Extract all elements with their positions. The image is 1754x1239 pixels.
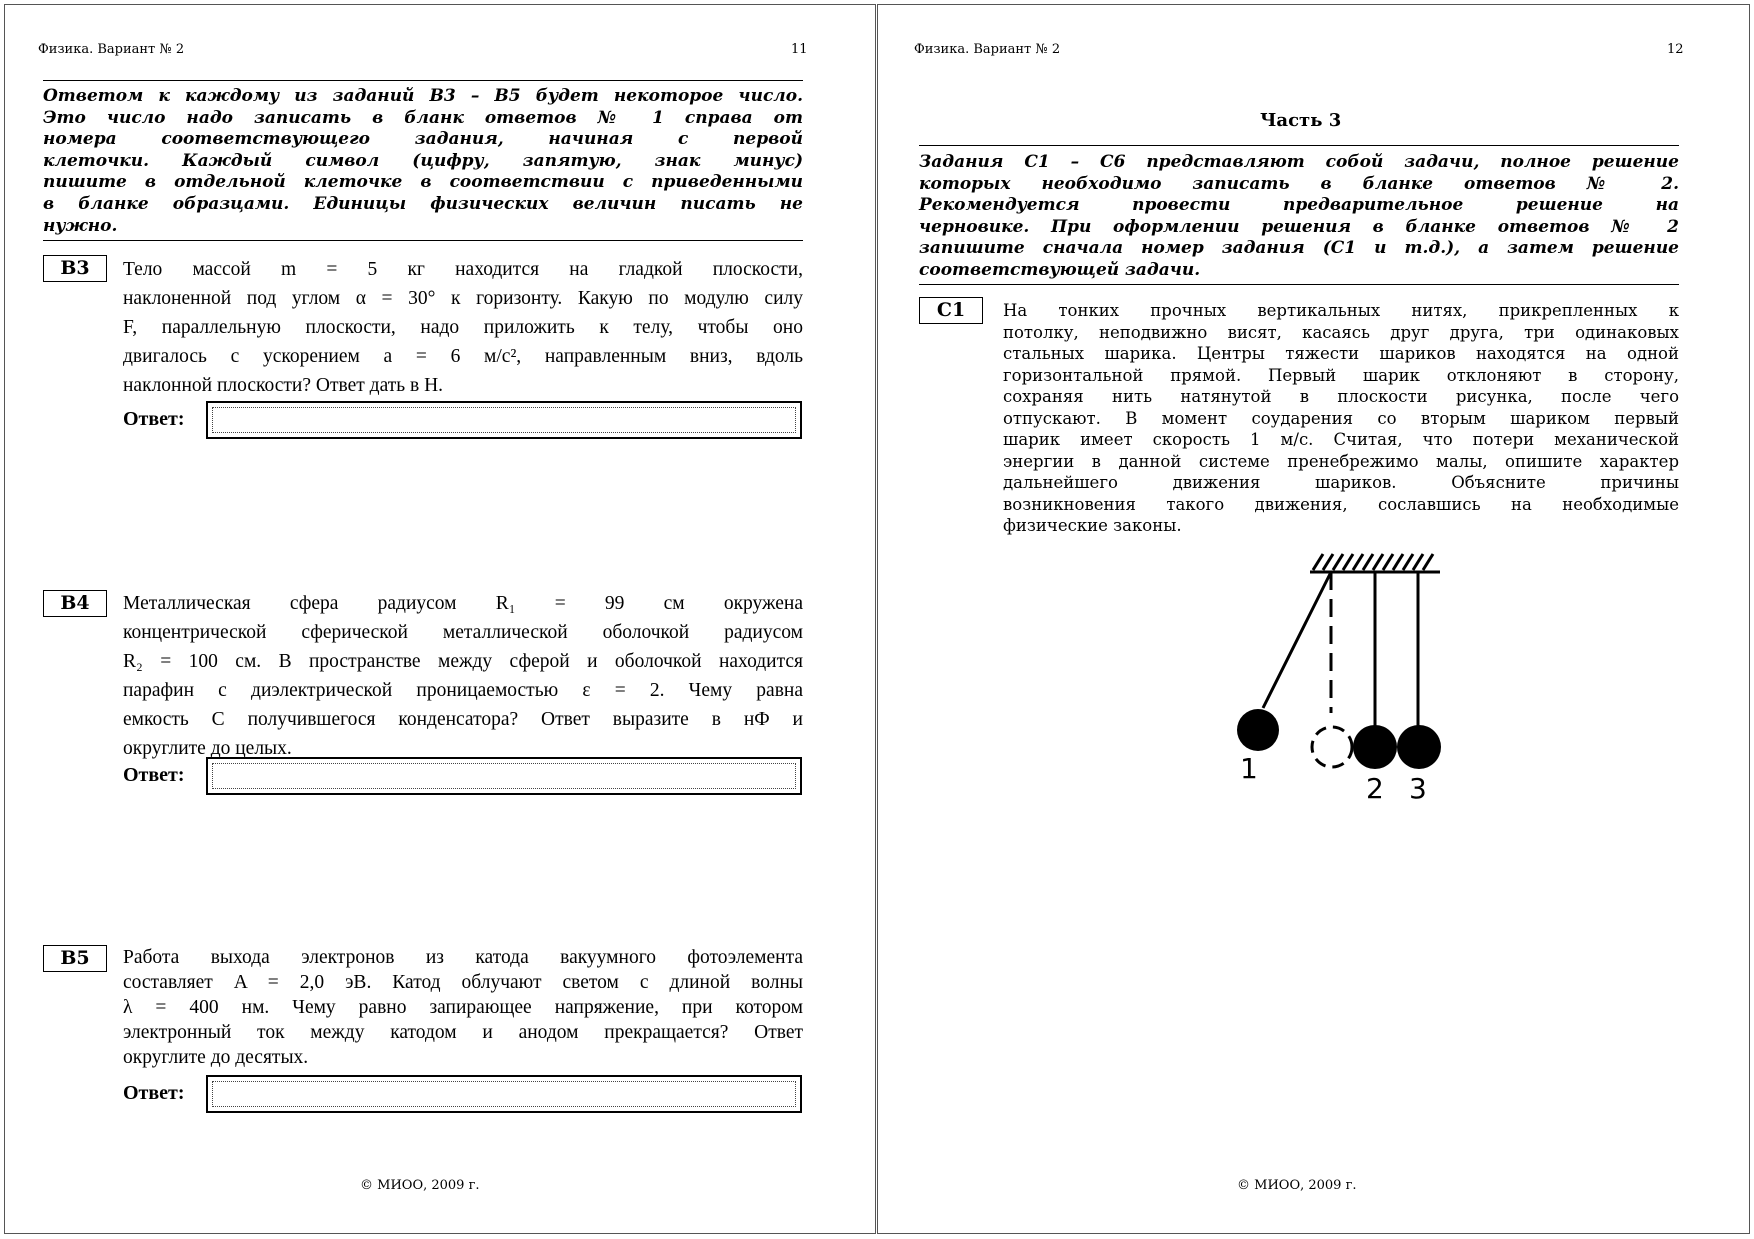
answer-label-b4: Ответ:: [123, 764, 185, 786]
task-line: наклонной плоскости? Ответ дать в Н.: [123, 375, 444, 396]
instruction-line: пишите в отдельной клеточке в соответствии с приведенными: [43, 172, 803, 193]
instruction-line: нужно.: [43, 215, 118, 236]
instruction-bottom-rule: [43, 240, 803, 241]
part-title: Часть 3: [1260, 110, 1342, 131]
task-b3-text: [123, 255, 803, 400]
task-line: λ = 400 нм. Чему равно запирающее напряжение, при котором: [123, 997, 803, 1018]
right-instructions: [919, 152, 1679, 282]
task-line: R₂ = 100 см. В пространстве между сферой и оболочкой находится: [123, 651, 803, 672]
task-line: Работа выхода электронов из катода вакуумного фотоэлемента: [123, 947, 803, 968]
ball-1-rest-dashed: [1312, 727, 1352, 767]
ball-2: [1353, 725, 1397, 769]
instruction-line: номера соответствующего задания, начиная с первой: [43, 129, 803, 150]
instruction-line: Задания С1 – С6 представляют собой задачи, полное решение: [919, 152, 1679, 172]
task-line: сохраняя нить натянутой в плоскости рисунка, после чего: [1003, 387, 1679, 406]
task-b5-text: [123, 945, 803, 1070]
left-page-number: 11: [791, 42, 808, 57]
instruction-line: запишите сначала номер задания (С1 и т.д.), а затем решение: [919, 238, 1679, 259]
task-line: округлите до целых.: [123, 738, 292, 759]
task-line: округлите до десятых.: [123, 1047, 309, 1068]
task-number-c1: С1: [919, 297, 983, 324]
task-number-b3: В3: [43, 255, 107, 282]
string-1: [1263, 572, 1331, 708]
instruction-top-rule: [43, 80, 803, 81]
right-page-footer: © МИОО, 2009 г.: [1237, 1178, 1357, 1193]
instruction-line: Рекомендуется провести предварительное решение на: [919, 195, 1679, 216]
task-line: Тело массой m = 5 кг находится на гладкой плоскости,: [123, 259, 803, 280]
instruction-line: Ответом к каждому из заданий В3 – В5 будет некоторое число.: [43, 86, 803, 106]
ball-label-3: 3: [1409, 772, 1427, 805]
task-line: физические законы.: [1003, 516, 1182, 535]
task-line: концентрической сферической металлической оболочкой радиусом: [123, 622, 803, 643]
task-line: Металлическая сфера радиусом R₁ = 99 см окружена: [123, 593, 803, 614]
answer-field-b4[interactable]: [206, 757, 802, 795]
task-number-b4: В4: [43, 590, 107, 617]
task-line: отпускают. В момент соударения со вторым шариком первый: [1003, 408, 1679, 428]
ball-label-2: 2: [1366, 772, 1384, 805]
instruction-line: клеточки. Каждый символ (цифру, запятую, знак минус): [43, 150, 803, 171]
ball-3: [1397, 725, 1441, 769]
instruction-line: Это число надо записать в бланк ответов № 1 справа от: [43, 107, 803, 128]
ball-1: [1237, 709, 1279, 751]
left-instructions: [43, 86, 803, 237]
answer-label-b5: Ответ:: [123, 1082, 185, 1104]
task-line: горизонтальной прямой. Первый шарик отклоняют в сторону,: [1003, 365, 1679, 385]
task-b4-text: [123, 589, 803, 763]
task-line: стальных шарика. Центры тяжести шариков находятся на одной: [1003, 344, 1679, 363]
part3-top-rule: [919, 145, 1679, 146]
task-c1-text: [1003, 300, 1679, 537]
task-line: шарик имеет скорость 1 м/с. Считая, что потери механической: [1003, 430, 1679, 449]
task-line: возникновения такого движения, сославшись на необходимые: [1003, 494, 1679, 514]
instruction-line: соответствующей задачи.: [919, 259, 1201, 280]
instruction-line: которых необходимо записать в бланке ответов № 2.: [919, 173, 1679, 194]
left-page-footer: © МИОО, 2009 г.: [360, 1178, 480, 1193]
right-page-header: Физика. Вариант № 2: [914, 42, 1061, 57]
right-page-number: 12: [1667, 42, 1684, 57]
ceiling-hatch: [1310, 554, 1440, 572]
ball-label-1: 1: [1240, 752, 1258, 785]
task-line: дальнейшего движения шариков. Объясните причины: [1003, 473, 1679, 492]
task-line: На тонких прочных вертикальных нитях, прикрепленных к: [1003, 301, 1679, 320]
answer-field-b5[interactable]: [206, 1075, 802, 1113]
task-line: двигалось с ускорением a = 6 м/с², направленным вниз, вдоль: [123, 346, 803, 367]
instruction-line: черновике. При оформлении решения в бланке ответов № 2: [919, 216, 1679, 237]
task-number-b5: В5: [43, 945, 107, 972]
task-line: электронный ток между катодом и анодом прекращается? Ответ: [123, 1022, 803, 1043]
task-line: потолку, неподвижно висят, касаясь друг друга, три одинаковых: [1003, 322, 1679, 342]
task-line: энергии в данной системе пренебрежимо малы, опишите характер: [1003, 451, 1679, 471]
task-line: емкость С получившегося конденсатора? Ответ выразите в нФ и: [123, 709, 803, 730]
pendulum-figure: [1215, 548, 1455, 808]
task-line: составляет A = 2,0 эВ. Катод облучают светом с длиной волны: [123, 972, 803, 993]
left-page-header: Физика. Вариант № 2: [38, 42, 185, 57]
answer-field-b3[interactable]: [206, 401, 802, 439]
instruction-line: в бланке образцами. Единицы физических величин писать не: [43, 193, 803, 214]
answer-label-b3: Ответ:: [123, 408, 185, 430]
part3-bottom-rule: [919, 284, 1679, 285]
task-line: наклоненной под углом α = 30° к горизонту. Какую по модулю силу: [123, 288, 803, 309]
task-line: F, параллельную плоскости, надо приложить к телу, чтобы оно: [123, 317, 803, 338]
task-line: парафин с диэлектрической проницаемостью ε = 2. Чему равна: [123, 680, 803, 701]
